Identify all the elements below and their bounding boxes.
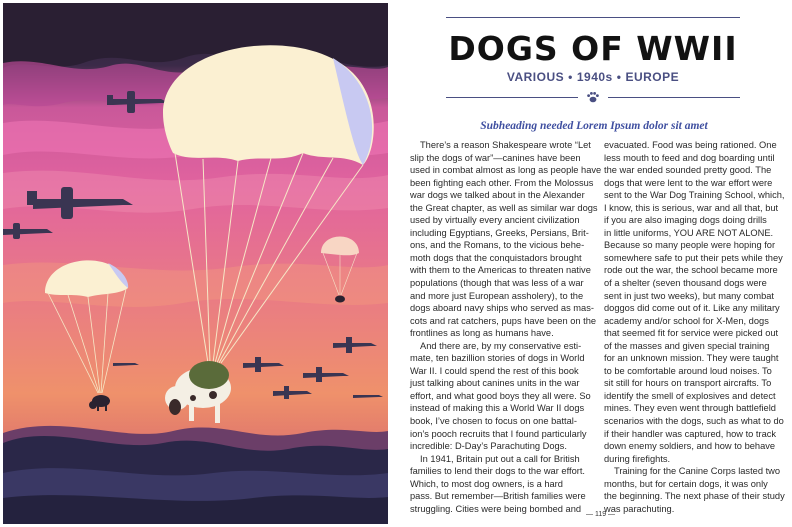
body-text-line: that seemed fit for service were picked out — [604, 328, 779, 339]
body-text-line: was parachuting. — [604, 503, 675, 514]
body-text-line: cots and rat catchers, pups have been on the — [410, 315, 597, 326]
subheading: Subheading needed Lorem Ipsum dolor sit amet — [480, 120, 708, 132]
dog-icon — [335, 296, 345, 303]
body-text-line: instead of making this a World War II dogs — [410, 403, 585, 414]
meta-region: EUROPE — [625, 70, 680, 84]
body-text-line: used by virtually every ancient civilization — [410, 215, 580, 226]
body-text-line: identify the smell of explosives and detect — [604, 390, 776, 401]
body-text-line: and more just European assholery), to the — [410, 290, 584, 301]
body-text-line: families to lend their dogs to the war effort. — [410, 466, 586, 477]
meta-era: 1940s — [576, 70, 613, 84]
text-column-left — [410, 139, 602, 515]
body-text-line: the Great chapter, as well as similar war dogs — [410, 202, 598, 213]
body-text-line: mines. They even went through battlefield — [604, 403, 776, 414]
text-page — [398, 0, 792, 527]
paw-icon — [585, 91, 601, 103]
top-rule — [446, 17, 740, 18]
body-text-line: during firefights. — [604, 453, 671, 464]
body-text-line: the war ended sounded pretty good. The — [604, 165, 772, 176]
body-text-line: In 1941, Britain put out a call for British — [420, 453, 580, 464]
body-text-line: War II. I could spend the rest of this book — [410, 365, 579, 376]
body-text-line: pass. But remember—British families were — [410, 491, 586, 502]
body-text-line: academy and/or school for X-Men, dogs — [604, 315, 769, 326]
body-text-line: months, but for certain dogs, it was only — [604, 478, 768, 489]
ornament-divider — [446, 91, 740, 103]
body-text-line: dogs that were lent to the war effort were — [604, 177, 773, 188]
body-text-line: with them to the Americas to threaten native — [410, 265, 591, 276]
body-text-line: for an unknown mission. They were taught — [604, 353, 779, 364]
divider-line — [608, 97, 740, 98]
text-column-right — [604, 139, 785, 515]
body-text-line: used in combat almost as long as people have — [410, 165, 602, 176]
body-text-line: Which, to most dog owners, is a hard — [410, 478, 563, 489]
body-text-line: just talking about canines units in the war — [410, 378, 580, 389]
body-text-line: mate, ten bazillion stories of dogs in World — [410, 353, 585, 364]
body-text-line: including Egyptians, Greeks, Persians, Brit- — [410, 227, 589, 238]
body-text-line: rode out the war, the school became more — [604, 265, 778, 276]
body-text-line: of the masses and given special training — [604, 340, 770, 351]
body-text-line: moth dogs that the conquistadors brought — [410, 252, 582, 263]
body-text-line: evacuated. Food was being rationed. One — [604, 140, 777, 150]
body-text-line: in little uniforms, YOU ARE NOT ALONE. — [604, 227, 774, 238]
body-text-line: sent in just two weeks), but many combat — [604, 290, 774, 301]
body-text-line: to be comfortable around loud noises. To — [604, 365, 772, 376]
body-text-line: sit still for hours on transport aircrafts. To — [604, 378, 772, 389]
page-meta — [446, 70, 740, 84]
page-title: DOGS OF WWII — [448, 29, 738, 68]
body-text-line: Because so many people were hoping for — [604, 240, 776, 251]
parachuting-dogs-illustration — [3, 3, 388, 524]
body-text-line: down enemy soldiers, and how to behave — [604, 441, 776, 452]
body-text-line: sent to the War Dog Training School, which, — [604, 190, 785, 201]
body-text-line: struggling. Cities were being bombed and — [410, 503, 582, 514]
body-text-line: populations (though that was less of a war — [410, 278, 584, 289]
body-text-line: been fighting each other. From the Molossus — [410, 177, 594, 188]
body-text-line: book, I’ve chosen to focus on one battal- — [410, 416, 577, 427]
body-text-line: of a shelter (seven thousand dogs were — [604, 278, 767, 289]
body-text-line: scenarios with the dogs, such as what to do — [604, 416, 784, 427]
meta-separator: • — [616, 70, 622, 84]
meta-separator: • — [568, 70, 573, 84]
body-text-line: somewhere safe to put their pets while they — [604, 252, 783, 263]
body-text-line: frontlines as long as humans have. — [410, 328, 554, 339]
body-text-line: war dogs we talked about in the Alexander — [410, 190, 585, 201]
body-text-line: I know, this is serious, war and all that, but — [604, 202, 779, 213]
body-text-line: if their handler was captured, how to track — [604, 428, 777, 439]
divider-line — [446, 97, 578, 98]
body-text-line: ion’s pooch recruits that I found particularly — [410, 428, 587, 439]
body-text-line: incredible: D-Day’s Parachuting Dogs. — [410, 441, 567, 452]
body-text-line: effort, and what good boys they all were. So — [410, 390, 591, 401]
body-text-line: And there are, by my conservative esti- — [420, 340, 582, 351]
body-text-line: doggos did come out of it. Like any military — [604, 303, 780, 314]
body-text-line: ons, and the Romans, to the vicious behe- — [410, 240, 585, 251]
page-number: — 119 — — [586, 511, 616, 518]
meta-origin: VARIOUS — [506, 70, 565, 84]
body-text-line: if you are also imaging dogs doing drills — [604, 215, 767, 226]
body-text-line: less mouth to feed and dog boarding until — [604, 152, 775, 163]
body-text-line: slip the dogs of war”—canines have been — [410, 152, 581, 163]
body-text-line: dogs aboard navy ships who served as mas- — [410, 303, 594, 314]
body-text-line: Training for the Canine Corps lasted two — [614, 466, 781, 477]
body-text-line: There’s a reason Shakespeare wrote “Let — [420, 140, 591, 150]
body-text-line: the beginning. The next phase of their study — [604, 491, 785, 502]
